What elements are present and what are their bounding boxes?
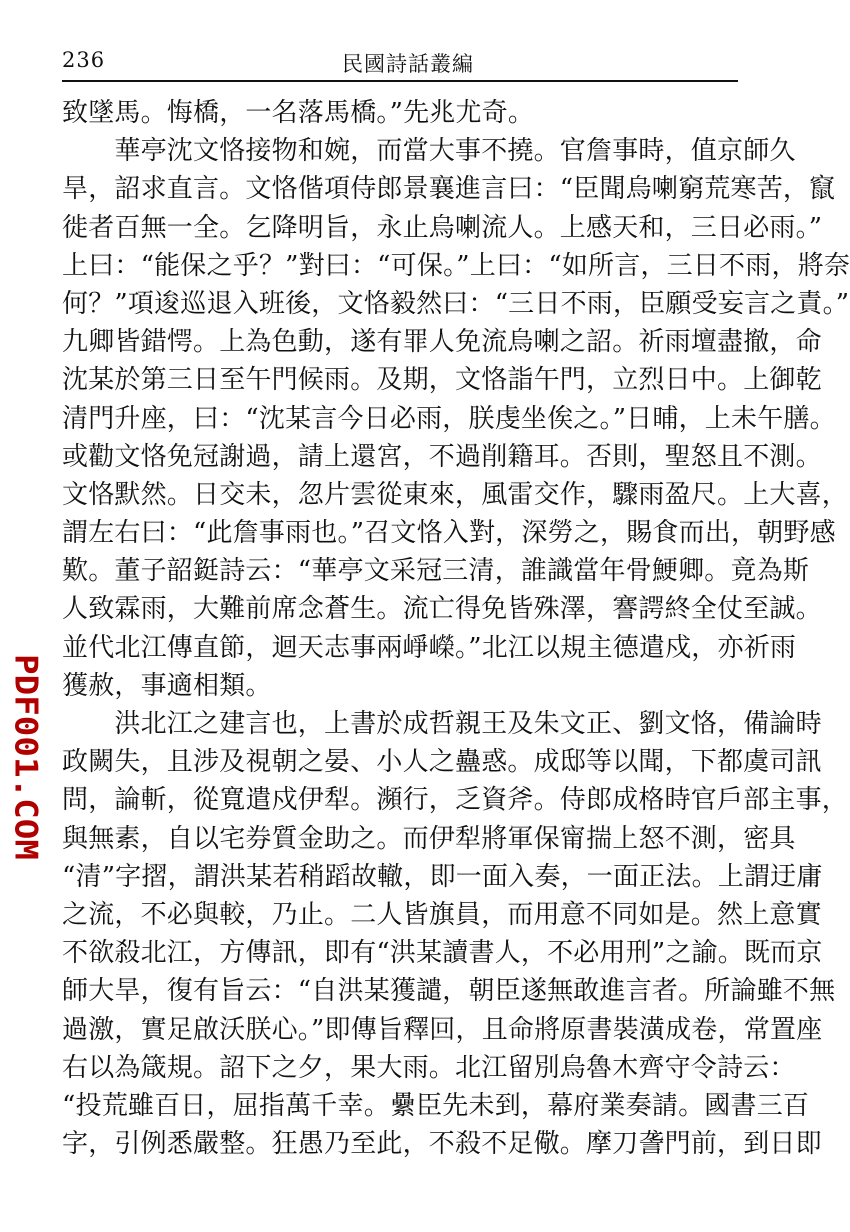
running-title: 民國詩話叢編: [342, 52, 474, 76]
page-body: [62, 94, 850, 1194]
watermark-label: PDF001.COM: [7, 654, 44, 841]
text-line: 九卿皆錯愕。上為色動，遂有罪人免流烏喇之詔。祈雨壇盡撤，命: [62, 327, 822, 358]
text-line: 並代北江傳直節，迴天志事兩崢嶸。”北江以規主德遣戍，亦祈雨: [62, 632, 797, 663]
text-line: 歎。董子韶鋌詩云：“華亭文采冠三清，誰識當年骨鯁卿。竟為斯: [62, 556, 810, 587]
text-line: 謂左右曰：“此詹事雨也。”召文恪入對，深勞之，賜食而出，朝野感: [62, 518, 836, 549]
watermark: [6, 652, 42, 862]
text-line: 問，論斬，從寬遣戍伊犁。瀕行，乏資斧。侍郎成格時官戶部主事，: [62, 785, 849, 816]
text-line: “投荒雖百日，屈指萬千幸。纍臣先未到，幕府業奏請。國書三百: [62, 1090, 810, 1121]
text-line: 右以為箴規。詔下之夕，果大雨。北江留別烏魯木齊守令詩云：: [62, 1052, 796, 1083]
text-line: 清門升座，曰：“沈某言今日必雨，朕虔坐俟之。”日晡，上未午膳。: [62, 403, 836, 434]
text-line: 文恪默然。日交未，忽片雲從東來，風雷交作，驟雨盈尺。上大喜，: [62, 479, 849, 510]
text-line: 旱，詔求直言。文恪偕項侍郎景襄進言曰：“臣聞烏喇窮荒寒苦，竄: [62, 174, 836, 205]
text-line: 字，引例悉嚴整。狂愚乃至此，不殺不足儆。摩刀詟門前，到日即: [62, 1129, 822, 1160]
text-line: 不欲殺北江，方傳訊，即有“洪某讀書人，不必用刑”之諭。既而京: [62, 938, 823, 969]
text-line: 何？”項逡巡退入班後，文恪毅然曰：“三日不雨，臣願受妄言之責。”: [62, 288, 850, 319]
text-line: 師大旱，復有旨云：“自洪某獲譴，朝臣遂無敢進言者。所論雖不無: [62, 976, 836, 1007]
text-line: 獲赦，事適相類。: [62, 670, 272, 701]
text-line: 致墜馬。悔橋，一名落馬橋。”先兆尤奇。: [62, 98, 535, 128]
page-number: 236: [62, 48, 106, 72]
text-line: 人致霖雨，大難前席念蒼生。流亡得免皆殊澤，謇諤終全仗至誠。: [62, 594, 822, 625]
text-line: 或勸文恪免冠謝過，請上還宮，不過削籍耳。否則，聖怒且不測。: [62, 441, 822, 472]
text-line: 洪北江之建言也，上書於成哲親王及朱文正、劉文恪，備論時: [62, 709, 822, 739]
text-line: 與無素，自以宅券質金助之。而伊犁將軍保甯揣上怒不測，密具: [62, 823, 796, 854]
text-line: 徙者百無一全。乞降明旨，永止烏喇流人。上感天和，三日必雨。”: [62, 212, 823, 243]
watermark-text-graphic: [6, 652, 42, 862]
page-header: [62, 46, 738, 80]
text-line: 華亭沈文恪接物和婉，而當大事不撓。官詹事時，值京師久: [62, 136, 796, 167]
text-line: 政闕失，且涉及視朝之晏、小人之蠱惑。成邸等以聞，下都虞司訊: [62, 747, 822, 778]
text-line: 沈某於第三日至午門候雨。及期，文恪詣午門，立烈日中。上御乾: [62, 365, 822, 396]
text-line: “清”字摺，謂洪某若稍蹈故轍，即一面入奏，一面正法。上謂迂庸: [62, 861, 823, 892]
header-rule: [62, 80, 738, 82]
text-line: 過激，實足啟沃朕心。”即傳旨釋回，且命將原書裝潢成卷，常置座: [62, 1014, 823, 1045]
text-line: 上曰：“能保之乎？”對曰：“可保。”上曰：“如所言，三日不雨，將奈: [62, 250, 850, 281]
text-line: 之流，不必與較，乃止。二人皆旗員，而用意不同如是。然上意實: [62, 899, 822, 930]
